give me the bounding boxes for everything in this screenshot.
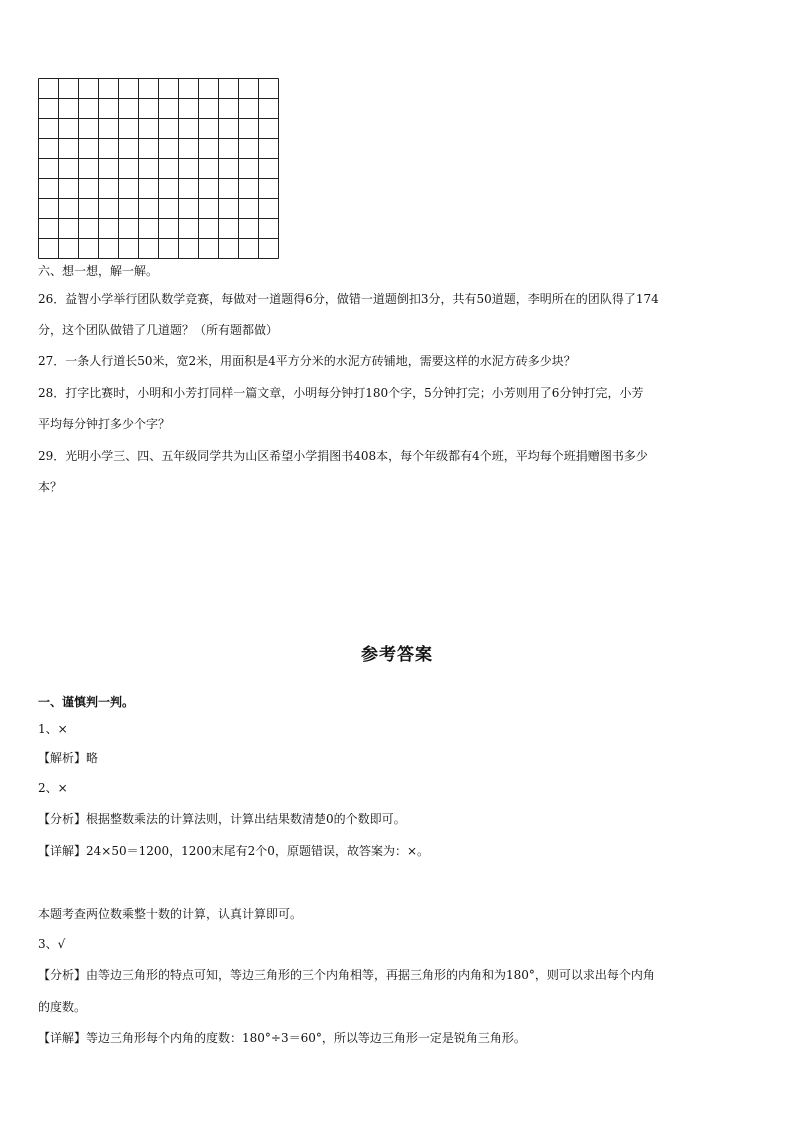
answers-title: 参考答案 (361, 645, 433, 665)
answer-1: 1、× (38, 722, 68, 736)
answer-2-detail: 【详解】24×50＝1200，1200末尾有2个0，原题错误，故答案为：×。 (38, 844, 429, 858)
question-28-line1: 28．打字比赛时，小明和小芳打同样一篇文章，小明每分钟打180个字，5分钟打完；小芳则用了6分钟打完，小芳 (38, 386, 644, 400)
question-29-line1: 29．光明小学三、四、五年级同学共为山区希望小学捐图书408本，每个年级都有4个班，平均每个班捐赠图书多少 (38, 449, 648, 463)
answer-2-note: 本题考查两位数乘整十数的计算，认真计算即可。 (38, 907, 303, 921)
answers-section-1-heading: 一、谨慎判一判。 (38, 695, 135, 709)
answer-3-detail: 【详解】等边三角形每个内角的度数：180°÷3＝60°，所以等边三角形一定是锐角三角形。 (38, 1031, 526, 1045)
answer-2-analysis: 【分析】根据整数乘法的计算法则，计算出结果数清楚0的个数即可。 (38, 812, 406, 826)
answer-2: 2、× (38, 781, 68, 795)
question-28-line2: 平均每分钟打多少个字？ (38, 417, 171, 431)
question-26-line1: 26．益智小学举行团队数学竞赛，每做对一道题得6分，做错一道题倒扣3分，共有50道题，李明所在的团队得了174 (38, 292, 659, 306)
question-27: 27．一条人行道长50米，宽2米，用面积是4平方分米的水泥方砖铺地，需要这样的水泥方砖多少块？ (38, 354, 576, 368)
answer-3-analysis-line1: 【分析】由等边三角形的特点可知，等边三角形的三个内角相等，再据三角形的内角和为180°，则可以求出每个内角 (38, 968, 655, 982)
square-grid (38, 78, 280, 260)
section-6-heading: 六、想一想，解一解。 (38, 264, 159, 278)
answer-1-analysis: 【解析】略 (38, 751, 99, 765)
answer-3-analysis-line2: 的度数。 (38, 1000, 87, 1014)
question-26-line2: 分，这个团队做错了几道题？（所有题都做） (38, 323, 279, 337)
question-29-line2: 本？ (38, 480, 63, 494)
answer-3: 3、√ (38, 937, 66, 951)
